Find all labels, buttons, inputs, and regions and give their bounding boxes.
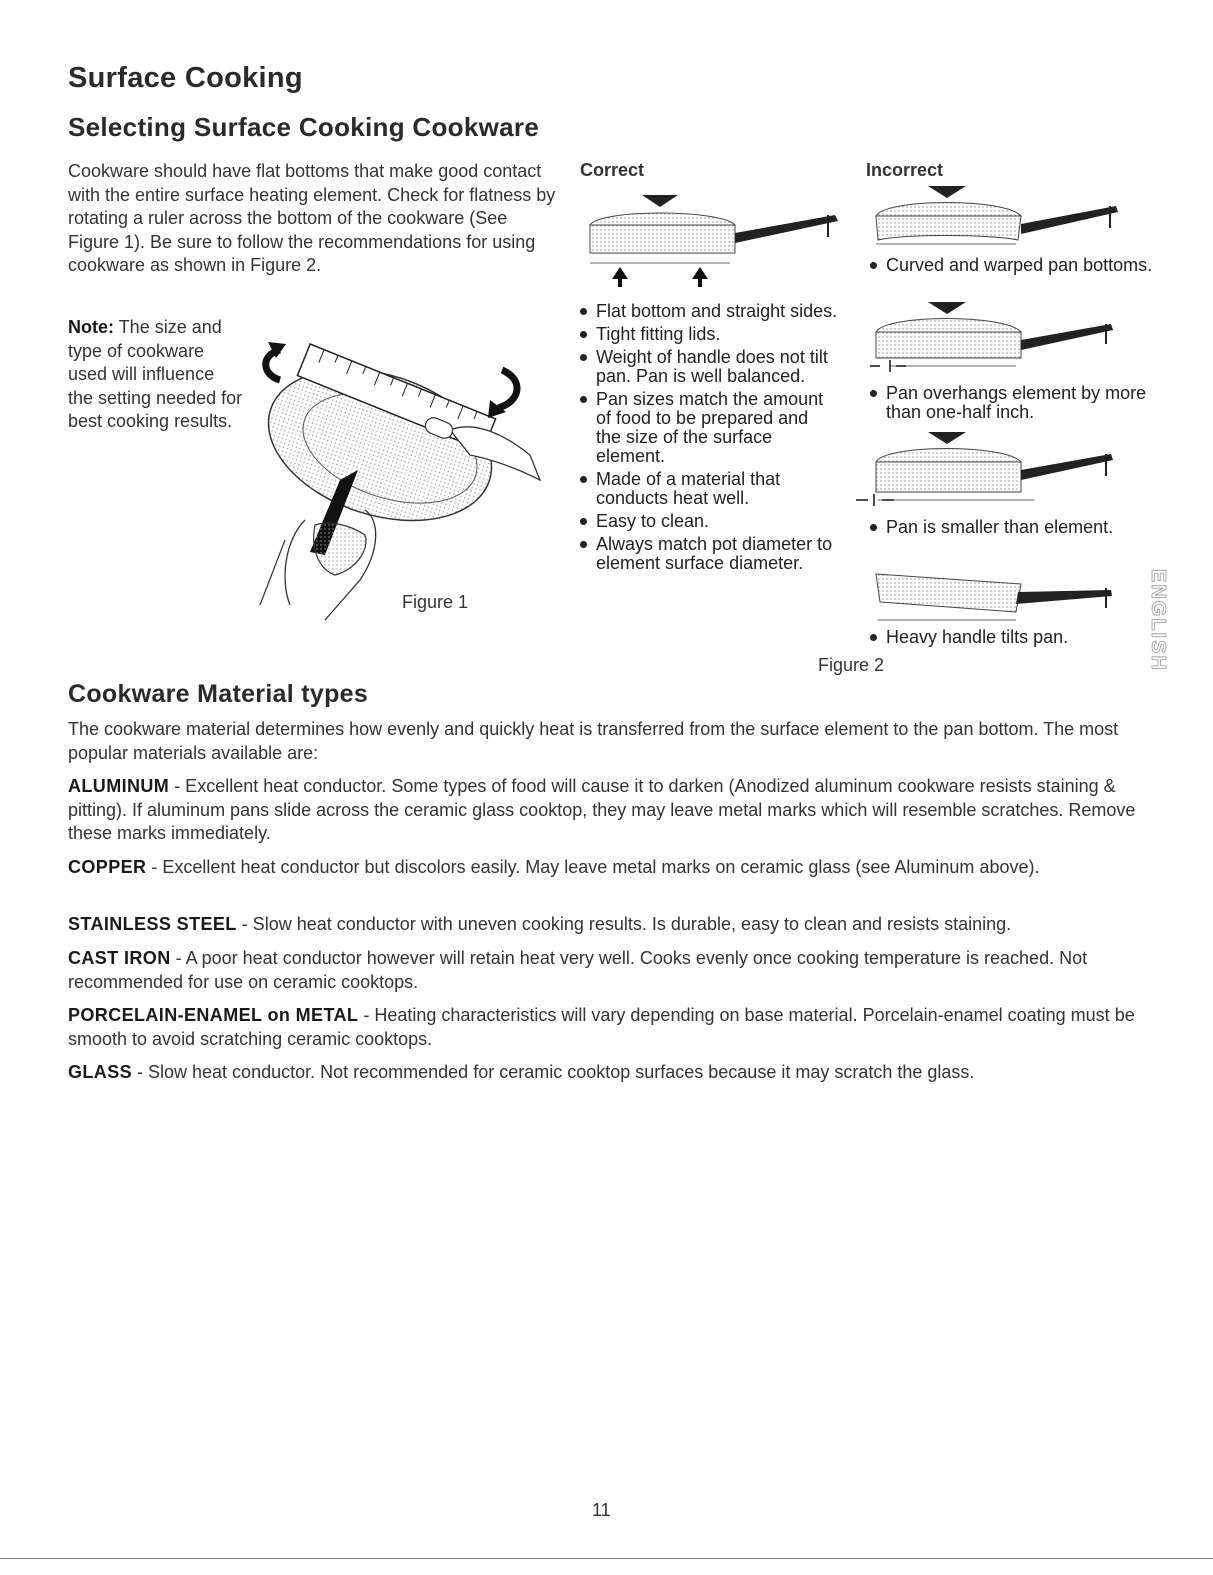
bottom-divider (0, 1558, 1213, 1559)
note-text: The size and type of cookware used will influence the setting needed for best cooking results. (68, 317, 243, 431)
material-description: - Excellent heat conductor but discolors easily. May leave metal marks on ceramic glass (see Aluminum above). (146, 857, 1040, 877)
up-arrow-icon (612, 267, 628, 279)
list-item: Tight fitting lids. (578, 325, 838, 344)
list-item: Heavy handle tilts pan. (868, 628, 1158, 647)
side-tab-english (1138, 565, 1169, 695)
section-heading-materials: Cookware Material types (68, 680, 369, 708)
material-description: - A poor heat conductor however will retain heat very well. Cooks evenly once cooking temperature is reached. Not recommended for use on ceramic cooktops. (68, 948, 1088, 992)
lid-knob-shape (642, 195, 678, 207)
pan-handle-shape (1021, 454, 1113, 480)
material-cast-iron (68, 947, 1143, 994)
pan-handle-shape (1021, 324, 1113, 350)
incorrect-item-2 (868, 384, 1158, 426)
material-description: - Slow heat conductor with uneven cooking results. Is durable, easy to clean and resists staining. (236, 914, 1012, 934)
material-name: COPPER (68, 857, 147, 877)
list-item: Pan overhangs element by more than one-half inch. (868, 384, 1158, 422)
material-glass (68, 1061, 1143, 1085)
lid-knob-shape (928, 302, 966, 314)
section-heading-selecting: Selecting Surface Cooking Cookware (68, 112, 540, 142)
incorrect-item-4 (868, 628, 1158, 651)
pan-handle-shape (1021, 206, 1118, 234)
incorrect-item-3 (868, 518, 1158, 541)
material-name: CAST IRON (68, 948, 171, 968)
incorrect-item-1 (868, 256, 1158, 279)
pan-body-shape (876, 216, 1021, 240)
list-item: Made of a material that conducts heat well. (578, 470, 838, 508)
rotate-arrow-right-icon (498, 370, 517, 408)
material-name: PORCELAIN-ENAMEL on METAL (68, 1005, 359, 1025)
pan-handle-shape (1016, 590, 1112, 604)
up-arrow-icon (692, 267, 708, 279)
side-tab-label: ENGLISH (1147, 569, 1169, 672)
list-item: Pan sizes match the amount of food to be prepared and the size of the surface element. (578, 390, 838, 466)
material-name: GLASS (68, 1062, 133, 1082)
page-number: 11 (592, 1500, 611, 1520)
lid-knob-shape (928, 432, 966, 444)
material-aluminum (68, 775, 1143, 846)
note-paragraph (68, 316, 243, 434)
correct-heading: Correct (580, 160, 645, 180)
material-copper (68, 856, 1143, 880)
correct-list (578, 302, 838, 577)
material-stainless-steel (68, 913, 1143, 937)
material-description: - Excellent heat conductor. Some types of food will cause it to darken (Anodized aluminum cookware resists staining & pitting). If aluminum pans slide across the ceramic glass cooktop, they may leave metal marks which will resemble scratches. Remove these marks immediately. (68, 776, 1136, 843)
small-pan-illustration (852, 428, 1126, 512)
list-item: Curved and warped pan bottoms. (868, 256, 1158, 275)
pan-body-shape (876, 574, 1021, 612)
material-porcelain-enamel (68, 1004, 1143, 1051)
pan-handle-shape (735, 215, 838, 243)
list-item: Flat bottom and straight sides. (578, 302, 838, 321)
list-item: Always match pot diameter to element surface diameter. (578, 535, 838, 573)
material-description: - Slow heat conductor. Not recommended for ceramic cooktop surfaces because it may scratch the glass. (132, 1062, 975, 1082)
pan-body-shape (876, 332, 1021, 358)
figure1-illustration (240, 320, 560, 620)
material-description: - Heating characteristics will vary depending on base material. Porcelain-enamel coating must be smooth to avoid scratching ceramic cooktops. (68, 1005, 1135, 1049)
note-label: Note: (68, 317, 114, 337)
material-name: ALUMINUM (68, 776, 170, 796)
incorrect-heading: Incorrect (866, 160, 944, 180)
materials-intro-paragraph: The cookware material determines how evenly and quickly heat is transferred from the surface element to the pan bottom. The most popular materials available are: (68, 719, 1119, 763)
list-item: Easy to clean. (578, 512, 838, 531)
lid-knob-shape (928, 186, 966, 198)
curved-pan-illustration (866, 182, 1126, 254)
figure2-caption: Figure 2 (818, 655, 885, 675)
list-item: Weight of handle does not tilt pan. Pan is well balanced. (578, 348, 838, 386)
list-item: Pan is smaller than element. (868, 518, 1158, 537)
pan-body-shape (876, 462, 1021, 492)
tilted-pan-illustration (866, 566, 1126, 626)
page-title: Surface Cooking (68, 62, 303, 94)
correct-pan-illustration (580, 185, 850, 290)
pan-body-shape (590, 225, 735, 253)
overhang-pan-illustration (866, 300, 1126, 380)
figure1-caption: Figure 1 (402, 592, 469, 612)
material-name: STAINLESS STEEL (68, 914, 237, 934)
selecting-intro-paragraph: Cookware should have flat bottoms that make good contact with the entire surface heating element. Check for flatness by rotating a ruler across the bottom of the cookware (See Figure 1). Be sure to follow the recommendations for using cookware as shown in Figure 2. (68, 161, 556, 275)
